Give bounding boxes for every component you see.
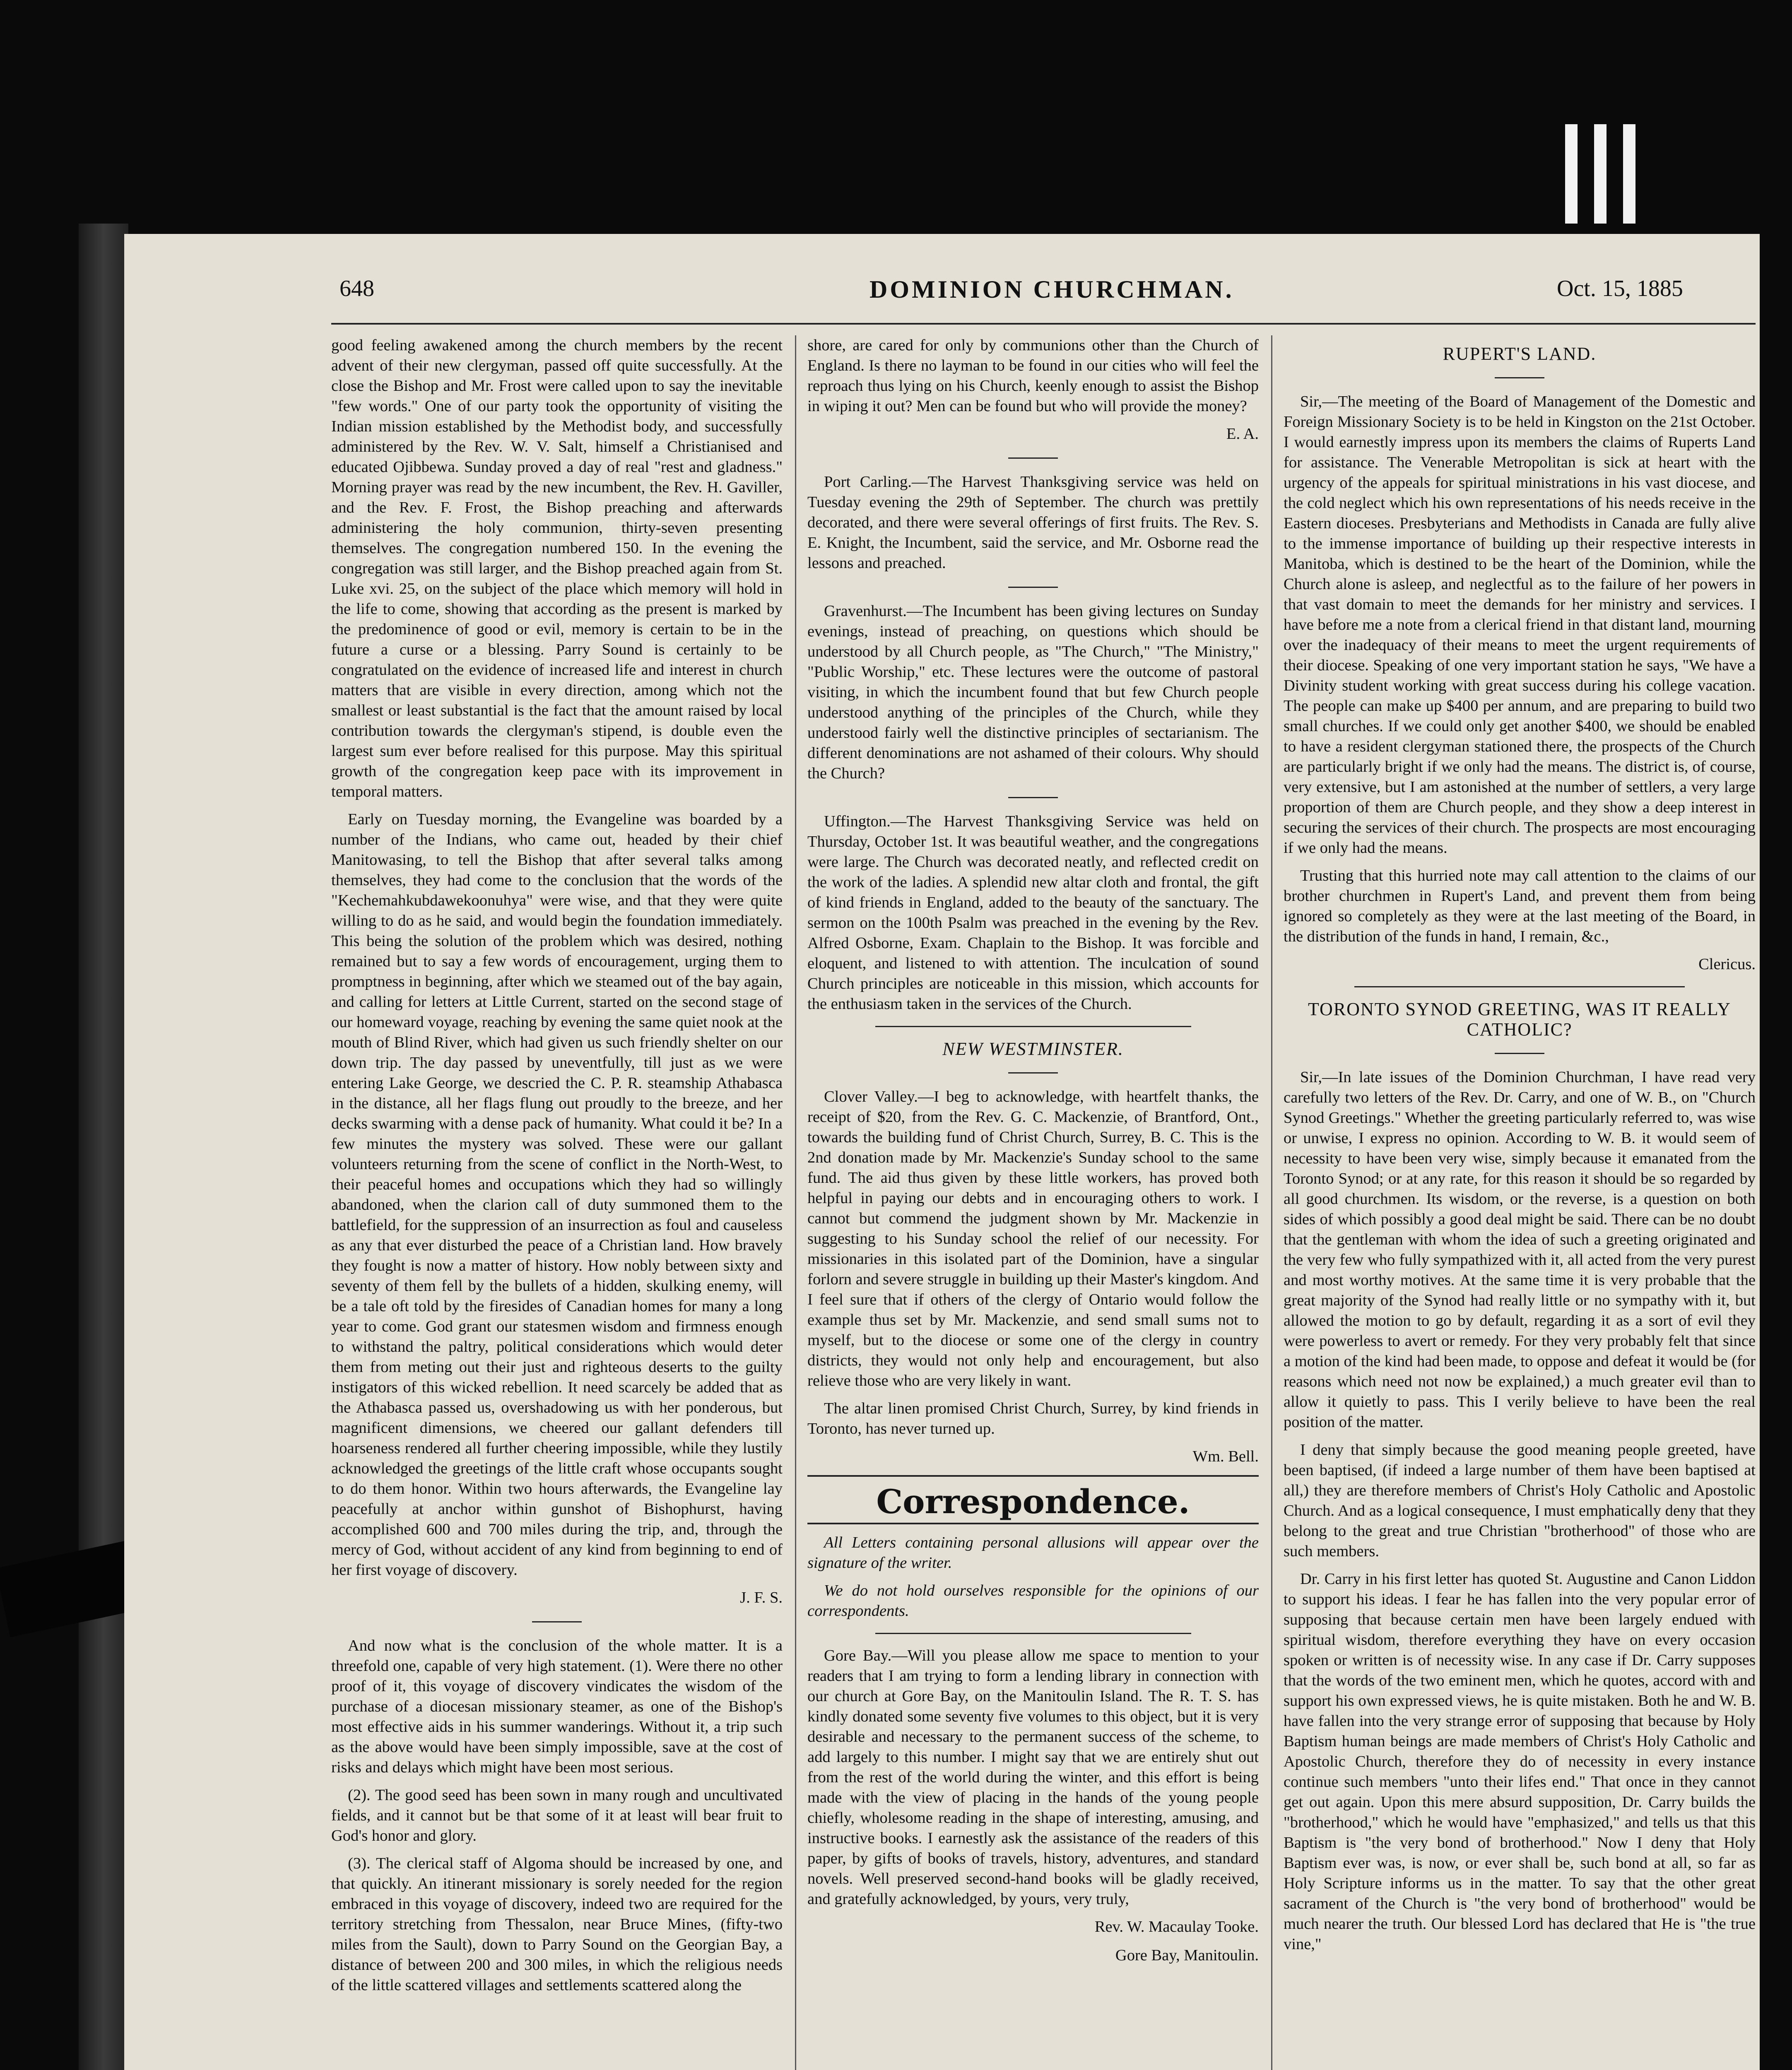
column-rule xyxy=(1271,335,1272,2070)
section-heading: RUPERT'S LAND. xyxy=(1443,344,1597,364)
divider xyxy=(1008,457,1058,459)
signature: Wm. Bell. xyxy=(1192,1448,1259,1465)
section-heading: NEW WESTMINSTER. xyxy=(942,1039,1124,1059)
signature: E. A. xyxy=(1226,425,1259,443)
paragraph: Gore Bay.—Will you please allow me space to mention to your readers that I am trying to form a lending library in connection with our church at Gore Bay, on the Manitoulin Island. The R. T. S. has kindly donated some seventy five volumes to this object, but it is very desirable and necessary to the permanent success of the scheme, to add largely to this number. I might say that we are entirely shut out from the rest of the world during the winter, and this effort is being made with the view of placing in the hands of the young people chiefly, wholesome reading in the shape of interesting, amusing, and instructive books. I earnestly ask the assistance of the readers of this paper, by gifts of books of travels, history, adventures, and standard novels. Well preserved second-hand books will be gladly received, and gratefully acknowledged, by yours, very truly, xyxy=(807,1647,1259,1908)
paragraph: (2). The good seed has been sown in many rough and uncultivated fields, and it cannot but be that some of it at least will bear fruit to God's honor and glory. xyxy=(331,1786,783,1844)
header-rule xyxy=(331,323,1756,325)
divider xyxy=(1008,1072,1058,1074)
column-rule xyxy=(795,335,796,2070)
divider xyxy=(1008,587,1058,588)
paragraph: Gravenhurst.—The Incumbent has been giving lectures on Sunday evenings, instead of preaching, on questions which should be understood by all Church people, as "The Church," "The Ministry," "Public Worship," etc. These lectures were the outcome of pastoral visiting, in which the incumbent found that but few Church people understood anything of the principles of the Church, while they understood fairly well the distinctive principles of sectarianism. The different denominations are not ashamed of their colours. Why should the Church? xyxy=(807,602,1259,782)
masthead-title: DOMINION CHURCHMAN. xyxy=(870,276,1234,303)
paragraph: shore, are cared for only by communions other than the Church of England. Is there no layman to be found in our cities who will feel the reproach thus lying on his Church, keenly enough to assist the Bishop in wiping it out? Men can be found but who will provide the money? xyxy=(807,337,1259,415)
paragraph: Uffington.—The Harvest Thanksgiving Service was held on Thursday, October 1st. It was beautiful weather, and the congregations were large. The Church was decorated neatly, and reflected credit on the work of the ladies. A splendid new altar cloth and frontal, the gift of kind friends in England, added to the beauty of the sanctuary. The sermon on the 100th Psalm was preached in the evening by the Rev. Alfred Osborne, Exam. Chaplain to the Bishop. It was forcible and eloquent, and listened to with attention. The inculcation of sound Church principles are noticeable in this mission, which accounts for the enthusiasm taken in the services of the Church. xyxy=(807,813,1259,1013)
signature: Rev. W. Macaulay Tooke. xyxy=(1094,1918,1259,1935)
page-number: 648 xyxy=(340,276,374,301)
paragraph: Early on Tuesday morning, the Evangeline was boarded by a number of the Indians, who came out, headed by their chief Manitowasing, to tell the Bishop that after several talks among themselves, they had come to the conclusion that the words of the "Kechemahkubdawekoonuhya" were wise, and that they were quite willing to do as he said, and would begin the foundation immediately. This being the solution of the problem which was desired, nothing remained but to say a few words of encouragement, urging them to promptness in beginning, after which we steamed out of the bay again, and calling for letters at Little Current, started on the second stage of our homeward voyage, reaching by evening the same quiet nook at the mouth of Blind River, which had given us such friendly shelter on our down trip. The day passed by uneventfully, till just as we were entering Lake George, we descried the C. P. R. steamship Athabasca in the distance, all her flags flung out proudly to the breeze, and her decks swarming with a dense pack of humanity. What could it be? In a few minutes the mystery was solved. These were our gallant volunteers returning from the scene of conflict in the North-West, to their peaceful homes and occupations which they had so willingly abandoned, when the clarion call of duty summoned them to the battlefield, for the suppression of an insurrection as foul and causeless as any that ever disturbed the peace of a Christian land. How bravely they fought is now a matter of history. How nobly between sixty and seventy of them fell by the bullets of a hidden, skulking enemy, will be a tale oft told by the firesides of Canadian homes for many a long year to come. God grant our statesmen wisdom and firmness enough to withstand the paltry, political considerations which would deter them from meting out their just and righteous deserts to the guilty instigators of this wicked rebellion. It need scarcely be added that as the Athabasca passed us, overshadowing us with her ponderous, but magnificent dimensions, we cheered our gallant defenders till hoarseness rendered all further cheering impossible, while they lustily acknowledged the greetings of the little craft whose occupants sought to do them honor. Within two hours afterwards, the Evangeline lay peacefully at anchor within gunshot of Bishophurst, having accomplished 600 and 700 miles during the trip, and, through the mercy of God, without accident of any kind from beginning to end of her first voyage of discovery. xyxy=(331,811,783,1579)
editor-notice: We do not hold ourselves responsible for the opinions of our correspondents. xyxy=(807,1582,1259,1620)
editor-notice: All Letters containing personal allusions will appear over the signature of the writer. xyxy=(807,1534,1259,1572)
divider xyxy=(532,1621,582,1622)
correspondence-title: Correspondence. xyxy=(876,1482,1190,1521)
divider xyxy=(1495,377,1544,378)
paragraph: I deny that simply because the good meaning people greeted, have been baptised, (if indeed a large number of them have been baptised at all,) they are therefore members of Christ's Holy Catholic and Apostolic Church. And as a logical consequence, I must emphatically deny that they belong to the great and true Christian "brotherhood" of those who are such members. xyxy=(1284,1441,1756,1560)
section-heading: TORONTO SYNOD GREETING, WAS IT REALLY CATHOLIC? xyxy=(1308,999,1732,1040)
correspondence-banner xyxy=(807,1475,1259,1524)
paragraph: The altar linen promised Christ Church, Surrey, by kind friends in Toronto, has never turned up. xyxy=(807,1400,1259,1437)
column-right xyxy=(1284,335,1756,1962)
paragraph: Port Carling.—The Harvest Thanksgiving service was held on Tuesday evening the 29th of September. The church was prettily decorated, and there were several offerings of first fruits. The Rev. S. E. Knight, the Incumbent, said the service, and Mr. Osborne read the lessons and preached. xyxy=(807,473,1259,572)
paragraph: Sir,—The meeting of the Board of Management of the Domestic and Foreign Missionary Society is to be held in Kingston on the 21st October. I would earnestly impress upon its members the claims of Ruperts Land for assistance. The Venerable Metropolitan is sick at heart with the urgency of the appeals for spiritual ministrations in his vast diocese, and the cold neglect which his own representations of his needs receive in the Eastern dioceses. Presbyterians and Methodists in Canada are fully alive to the immense importance of building up their respective interests in Manitoba, which is destined to be the heart of the Dominion, while the Church alone is asleep, and neglectful as to the failure of her powers in that vast domain to meet the demands for her ministry and services. I have before me a note from a clerical friend in that distant land, mourning over the inadequacy of their means to meet the urgent requirements of their diocese. Speaking of one very important station he says, "We have a Divinity student working with great success during his college vacation. The people can make up $400 per annum, and are preparing to build two small churches. If we could only get another $400, we should be enabled to have a resident clergyman stationed there, the prospects of the Church are particularly bright if we only had the means. The district is, of course, very extensive, but I am astonished at the number of settlers, a very large proportion of them are Church people, and they show a deep interest in securing the services of their church. The prospects are most encouraging if we only had the means. xyxy=(1284,393,1756,857)
signature: J. F. S. xyxy=(740,1589,783,1606)
divider xyxy=(1495,1053,1544,1054)
signature: Clericus. xyxy=(1698,956,1756,973)
divider xyxy=(875,1026,1191,1027)
signature-place: Gore Bay, Manitoulin. xyxy=(1115,1947,1259,1964)
paragraph: Trusting that this hurried note may call attention to the claims of our brother churchmen in Rupert's Land, and prevent them from being ignored so completely as they were at the last meeting of the Board, in the distribution of the funds in hand, I remain, &c., xyxy=(1284,867,1756,945)
column-middle xyxy=(807,335,1259,1974)
divider xyxy=(1354,986,1685,987)
divider xyxy=(875,1633,1191,1634)
paragraph: Dr. Carry in his first letter has quoted St. Augustine and Canon Liddon to support his ideas. I fear he has fallen into the very popular error of supposing that because certain men have been largely endued with spiritual wisdom, therefore everything they have on every occasion spoken or written is of necessity wise. In any case if Dr. Carry supposes that the words of the two eminent men, which he quotes, accord with and support his own expressed views, he is quite mistaken. Both he and W. B. have fallen into the very strange error of supposing that because by Holy Baptism human beings are made members of Christ's Holy Catholic and Apostolic Church, therefore they do of necessity in every instance continue such members "unto their lifes end." That once in they cannot get out again. Upon this mere absurd supposition, Dr. Carry builds the "brotherhood," which he would have "emphasized," and tells us that this Baptism is "the very bond of brotherhood." Now I deny that Holy Baptism ever was, is now, or ever shall be, such bond at all, so far as Holy Scripture informs us in the matter. To say that the other great sacrament of the Church is "the very bond of brotherhood" would be much nearer the truth. Our blessed Lord has declared that He is "the true vine," xyxy=(1284,1570,1756,1953)
paragraph: good feeling awakened among the church members by the recent advent of their new clergyman, passed off quite successfully. At the close the Bishop and Mr. Frost were called upon to say the inevitable "few words." One of our party took the opportunity of visiting the Indian mission established by the Methodist body, and successfully administered by the Rev. W. V. Salt, himself a Christianised and educated Ojibbewa. Sunday proved a day of real "rest and gladness." Morning prayer was read by the new incumbent, the Rev. H. Gaviller, and the Rev. F. Frost, the Bishop preaching and afterwards administering the holy communion, thirty-seven presenting themselves. The congregation numbered 150. In the evening the congregation was still larger, and the Bishop preached again from St. Luke xvi. 25, on the subject of the place which memory will hold in the life to come, showing that according as the present is marked by the predominence of good or evil, memory is certain to be in the future a curse or a blessing. Parry Sound is certainly to be congratulated on the evidence of increased life and interest in church matters that are visible in every direction, among which not the smallest or least substantial is the fact that the amount raised by local contribution towards the clergyman's stipend, is double even the largest sum ever before realised for this purpose. May this spiritual growth of the congregation keep pace with its improvement in temporal matters. xyxy=(331,337,783,800)
running-header xyxy=(124,275,1760,313)
issue-date: Oct. 15, 1885 xyxy=(1557,276,1683,301)
page-tab xyxy=(1623,124,1635,224)
paragraph: And now what is the conclusion of the whole matter. It is a threefold one, capable of very high statement. (1). Were there no other proof of it, this voyage of discovery vindicates the wisdom of the purchase of a diocesan missionary steamer, as one of the Bishop's most effective aids in his summer wanderings. Without it, a trip such as the above would have been simply impossible, save at the cost of risks and delays which might have been most serious. xyxy=(331,1637,783,1776)
book-binding xyxy=(79,224,128,2070)
page-tab xyxy=(1594,124,1607,224)
page-tab xyxy=(1565,124,1578,224)
newspaper-page xyxy=(124,234,1760,2070)
paragraph: Sir,—In late issues of the Dominion Churchman, I have read very carefully two letters of the Rev. Dr. Carry, and one of W. B., on "Church Synod Greetings." Whether the greeting particularly referred to, was wise or unwise, I express no opinion. According to W. B. it would seem of necessity to have been very wise, simply because it emanated from the Toronto Synod; or at any rate, for this reason it should be so regarded by all good churchmen. Its wisdom, or the reverse, is a question on both sides of which possibly a good deal might be said. There can be no doubt that the gentleman with whom the idea of such a greeting originated and the very few who fully sympathized with it, all acted from the very purest and most worthy motives. At the same time it is very probable that the great majority of the Synod had really little or no sympathy with it, but allowed the motion to go by default, regarding it as a sort of evil they were powerless to avert or remedy. For they very probably felt that since a motion of the kind had been made, to oppose and defeat it would be (for reasons which need not now be explained,) a much greater evil than to allow it quietly to pass. This I verily believe to have been the real position of the matter. xyxy=(1284,1069,1756,1431)
column-left xyxy=(331,335,783,2003)
paragraph: Clover Valley.—I beg to acknowledge, with heartfelt thanks, the receipt of $20, from the Rev. G. C. Mackenzie, of Brantford, Ont., towards the building fund of Christ Church, Surrey, B. C. This is the 2nd donation made by Mr. Mackenzie's Sunday school to the same fund. The aid thus given by these little workers, has proved both helpful in paying our debts and in encouraging others to work. I cannot but commend the judgment shown by Mr. Mackenzie in suggesting to his Sunday school the relief of our necessity. For missionaries in this isolated part of the Dominion, have a singular forlorn and severe struggle in building up their Master's kingdom. And I feel sure that if others of the clergy of Ontario would follow the example thus set by Mr. Mackenzie, and send small sums not to myself, but to the diocese or some one of the clergy in country districts, they would not only help and encouragement, but also relieve those who are very likely in want. xyxy=(807,1088,1259,1389)
divider xyxy=(1008,797,1058,798)
paragraph: (3). The clerical staff of Algoma should be increased by one, and that quickly. An itinerant missionary is sorely needed for the region embraced in this voyage of discovery, indeed two are required for the territory stretching from Thessalon, near Bruce Mines, (fifty-two miles from the Sault), down to Parry Sound on the Georgian Bay, a distance of between 200 and 300 miles, in which the religious needs of the little scattered villages and settlements scattered along the xyxy=(331,1855,783,1994)
